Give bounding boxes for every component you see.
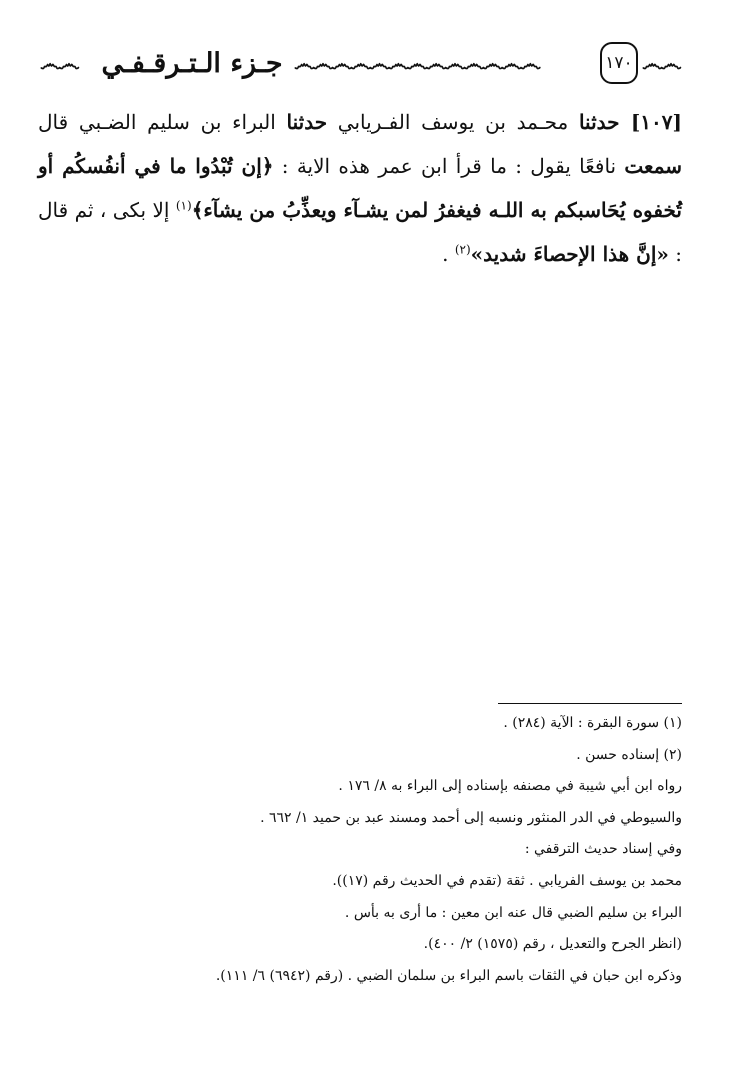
ornament-middle: ෴෴෴෴෴෴෴෴෴෴෴෴෴: [294, 51, 540, 77]
narration-term: حدثنا: [286, 110, 328, 134]
footnote-line: رواه ابن أبي شيبة في مصنفه بإسناده إلى البراء به ٨/ ١٧٦ .: [338, 778, 682, 795]
footnote-line: محمد بن يوسف الفريابي . ثقة (تقدم في الحديث رقم (١٧)).: [332, 872, 682, 889]
narration-text: نافعًا يقول : ما قرأ ابن عمر هذه الاية :: [273, 154, 625, 178]
narrator-text: البراء بن سليم الضـبي قال: [38, 110, 287, 134]
footnotes: [150, 708, 682, 992]
book-title: جـزء الـتـرقـفـي: [101, 48, 283, 79]
page-header: [36, 38, 686, 90]
narration-text: إلا بكى ، ثم قال :: [38, 198, 682, 266]
ornament-right: ෴෴: [642, 51, 680, 77]
hadith-number: [١٠٧]: [630, 110, 682, 134]
footnote-line: وفي إسناد حديث الترقفي :: [524, 841, 682, 858]
ibn-umar-statement: «إنَّ هذا الإحصاءَ شديد»: [470, 242, 669, 266]
footnote-line: وذكره ابن حبان في الثقات باسم البراء بن سلمان الضبي . (رقم (٦٩٤٢) ٦/ ١١١).: [215, 967, 682, 984]
footnote-line: والسيوطي في الدر المنثور ونسبه إلى أحمد ومسند عبد بن حميد ١/ ٦٦٢ .: [260, 809, 682, 826]
page-number: ١٧٠: [600, 42, 638, 84]
quran-verse: ﴿إن تُبْدُوا ما في أنفُسكُم أو تُخفوه يُحَاسبكم به اللـه فيغفرُ لمن يشـآء ويعذِّبُ من يشآء﴾: [38, 154, 682, 222]
footnote-ref-2: (٢): [454, 242, 471, 257]
narration-end: .: [442, 242, 455, 266]
footnote-line: (٢) إسناده حسن .: [576, 746, 682, 763]
footnote-line: (١) سورة البقرة : الآية (٢٨٤) .: [503, 715, 682, 731]
narrator-text: محـمد بن يوسف الفـريابي: [327, 110, 579, 134]
ornament-left: ෴෴: [40, 51, 78, 77]
footnote-line: (انظر الجرح والتعديل ، رقم (١٥٧٥) ٢/ ٤٠٠).: [423, 936, 682, 953]
footnote-line: البراء بن سليم الضبي قال عنه ابن معين : ما أرى به بأس .: [344, 904, 682, 921]
footnote-divider: [498, 703, 682, 704]
narration-term: سمعت: [624, 154, 683, 178]
narration-term: حدثنا: [578, 110, 631, 134]
hadith-text: [38, 100, 682, 276]
footnote-ref-1: (١): [175, 198, 192, 213]
